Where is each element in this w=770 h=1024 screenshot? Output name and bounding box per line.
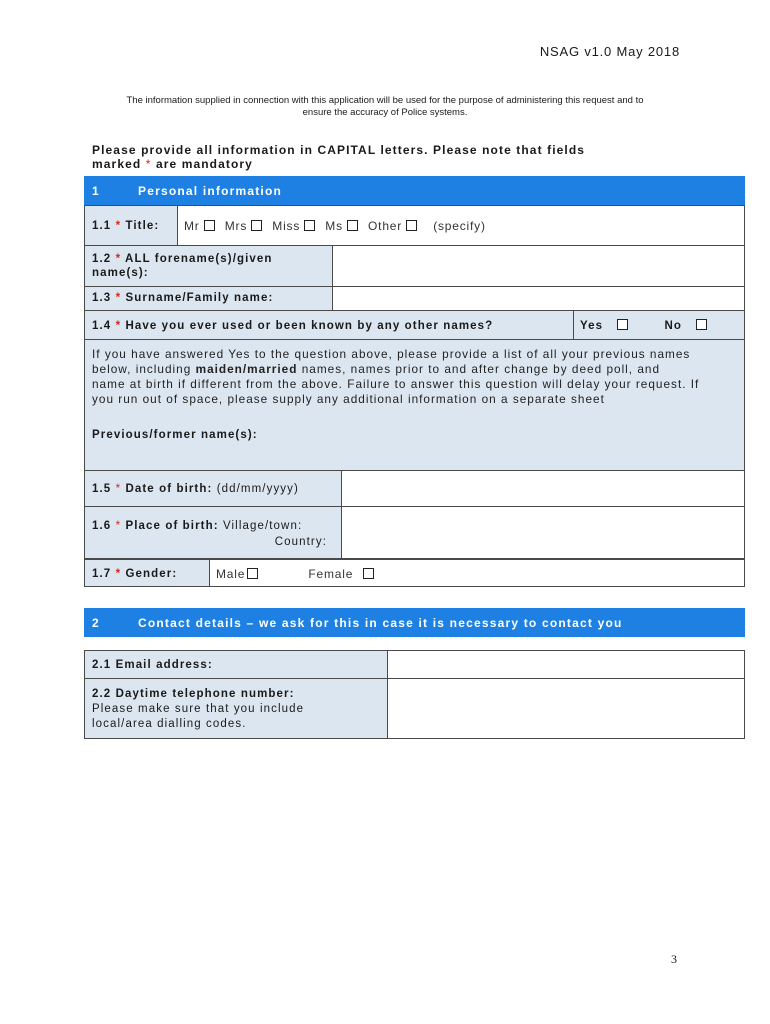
surname-label-text: Surname/Family name: (125, 292, 274, 304)
gender-asterisk: * (115, 568, 122, 580)
title-options (184, 206, 744, 245)
title-label-cell (85, 206, 177, 245)
other-names-yes-label: Yes (580, 320, 604, 332)
gender-label (92, 567, 177, 581)
surname-asterisk: * (115, 292, 122, 304)
pob-label-cell (85, 507, 341, 558)
other-names-row (84, 311, 745, 340)
title-other-checkbox[interactable] (406, 220, 417, 231)
other-names-no-label: No (664, 320, 682, 332)
section-2-title: Contact details – we ask for this in case it is necessary to contact you (138, 616, 623, 630)
pob-label (92, 519, 302, 533)
title-label-text: Title: (125, 220, 160, 232)
other-names-question-cell (85, 311, 573, 339)
section-2-header (84, 608, 745, 637)
previous-names-text-line-4: you run out of space, please supply any additional information on a separate sheet (92, 392, 605, 406)
divider (209, 560, 210, 586)
dob-format: (dd/mm/yyyy) (216, 483, 299, 495)
section-2-number: 2 (92, 616, 100, 630)
disclaimer-line-1: The information supplied in connection with this application will be used for the purpose of administering this request and to (126, 95, 644, 106)
other-names-question-text: Have you ever used or been known by any other names? (125, 320, 494, 332)
pob-village-label: Village/town: (222, 520, 303, 532)
section-1-number: 1 (92, 184, 100, 198)
gender-male-label: Male (216, 567, 246, 581)
dob-row (84, 470, 745, 507)
phone-row (84, 678, 745, 739)
pob-row (84, 506, 745, 559)
forenames-label-cell (85, 246, 332, 286)
dob-num: 1.5 (92, 483, 112, 495)
instruction-mandatory: are mandatory (155, 157, 253, 171)
title-label (92, 219, 159, 233)
capital-letters-instruction (92, 143, 732, 171)
pob-num: 1.6 (92, 520, 112, 532)
surname-input[interactable] (333, 287, 744, 310)
surname-num: 1.3 (92, 292, 112, 304)
title-row (84, 205, 745, 246)
phone-note-line-2: local/area dialling codes. (92, 718, 247, 730)
instruction-line-2 (92, 157, 732, 171)
previous-names-label: Previous/former name(s): (92, 429, 258, 441)
instruction-line-1: Please provide all information in CAPITAL letters. Please note that fields (92, 143, 586, 157)
gender-female-label: Female (308, 567, 354, 581)
gender-male-checkbox[interactable] (247, 568, 258, 579)
disclaimer-line-2: ensure the accuracy of Police systems. (302, 107, 468, 118)
pob-country-label: Country: (274, 536, 327, 548)
title-specify-label: (specify) (433, 219, 486, 233)
title-option-mr-label: Mr (184, 219, 200, 233)
gender-num: 1.7 (92, 568, 112, 580)
title-miss-checkbox[interactable] (304, 220, 315, 231)
pob-label-text: Place of birth: (125, 520, 219, 532)
title-option-ms-label: Ms (325, 219, 343, 233)
forenames-row (84, 246, 745, 287)
title-asterisk: * (115, 220, 122, 232)
phone-input[interactable] (388, 679, 744, 738)
maiden-married-text: maiden/married (195, 362, 298, 376)
page-number: 3 (671, 952, 677, 966)
section-1-title: Personal information (138, 184, 283, 198)
phone-label (92, 687, 304, 732)
pob-asterisk: * (115, 520, 122, 532)
title-mr-checkbox[interactable] (204, 220, 215, 231)
email-input[interactable] (388, 651, 744, 678)
instruction-marked: marked (92, 157, 142, 171)
dob-asterisk: * (115, 483, 122, 495)
email-label-cell (85, 651, 387, 678)
dob-input[interactable] (342, 471, 744, 506)
other-names-no-checkbox[interactable] (696, 319, 707, 330)
previous-names-text-line-2 (92, 362, 742, 377)
email-num: 2.1 (92, 659, 112, 671)
gender-row (84, 559, 745, 587)
gender-label-cell (85, 560, 209, 586)
forenames-asterisk: * (115, 253, 122, 265)
surname-label (92, 291, 273, 305)
title-option-mrs-label: Mrs (224, 219, 248, 233)
dob-label-cell (85, 471, 341, 506)
previous-names-text-line-3: name at birth if different from the above. Failure to answer this question will delay your request. If (92, 377, 700, 391)
surname-row (84, 286, 745, 311)
title-option-miss-label: Miss (272, 219, 301, 233)
divider (177, 206, 178, 245)
forenames-input[interactable] (333, 246, 744, 286)
title-ms-checkbox[interactable] (347, 220, 358, 231)
previous-names-block (84, 340, 745, 471)
gender-options (216, 560, 744, 586)
dob-label-text: Date of birth: (125, 483, 213, 495)
gender-female-checkbox[interactable] (363, 568, 374, 579)
mandatory-asterisk: * (145, 157, 152, 171)
pob-input[interactable] (342, 507, 744, 558)
document-version: NSAG v1.0 May 2018 (539, 44, 680, 59)
email-label-text: Email address: (115, 659, 213, 671)
phone-note-line-1: Please make sure that you include (92, 703, 305, 715)
email-row (84, 650, 745, 679)
forenames-label-line-2: name(s): (92, 267, 149, 279)
phone-num: 2.2 (92, 688, 112, 700)
previous-names-input[interactable] (92, 444, 737, 466)
other-names-num: 1.4 (92, 320, 112, 332)
forenames-label-line-1: ALL forename(s)/given (125, 253, 273, 265)
dob-label (92, 482, 299, 496)
phone-label-text: Daytime telephone number: (115, 688, 295, 700)
other-names-question (92, 319, 493, 333)
other-names-yes-checkbox[interactable] (617, 319, 628, 330)
previous-names-text-line-1: If you have answered Yes to the question above, please provide a list of all your previous names (92, 347, 691, 361)
title-option-other-label: Other (368, 219, 403, 233)
phone-label-cell (85, 679, 387, 738)
previous-names-deed-poll: names, names prior to and after change by deed poll, and (301, 362, 661, 376)
privacy-disclaimer (92, 95, 678, 119)
previous-names-instructions (92, 347, 742, 407)
title-label-num: 1.1 (92, 220, 112, 232)
other-names-answer-cell (574, 311, 744, 339)
section-1-header (84, 176, 745, 205)
title-mrs-checkbox[interactable] (251, 220, 262, 231)
forenames-num: 1.2 (92, 253, 112, 265)
previous-names-including: below, including (92, 362, 192, 376)
other-names-asterisk: * (115, 320, 122, 332)
gender-label-text: Gender: (125, 568, 178, 580)
forenames-label (92, 252, 273, 280)
surname-label-cell (85, 287, 332, 310)
email-label (92, 658, 213, 672)
